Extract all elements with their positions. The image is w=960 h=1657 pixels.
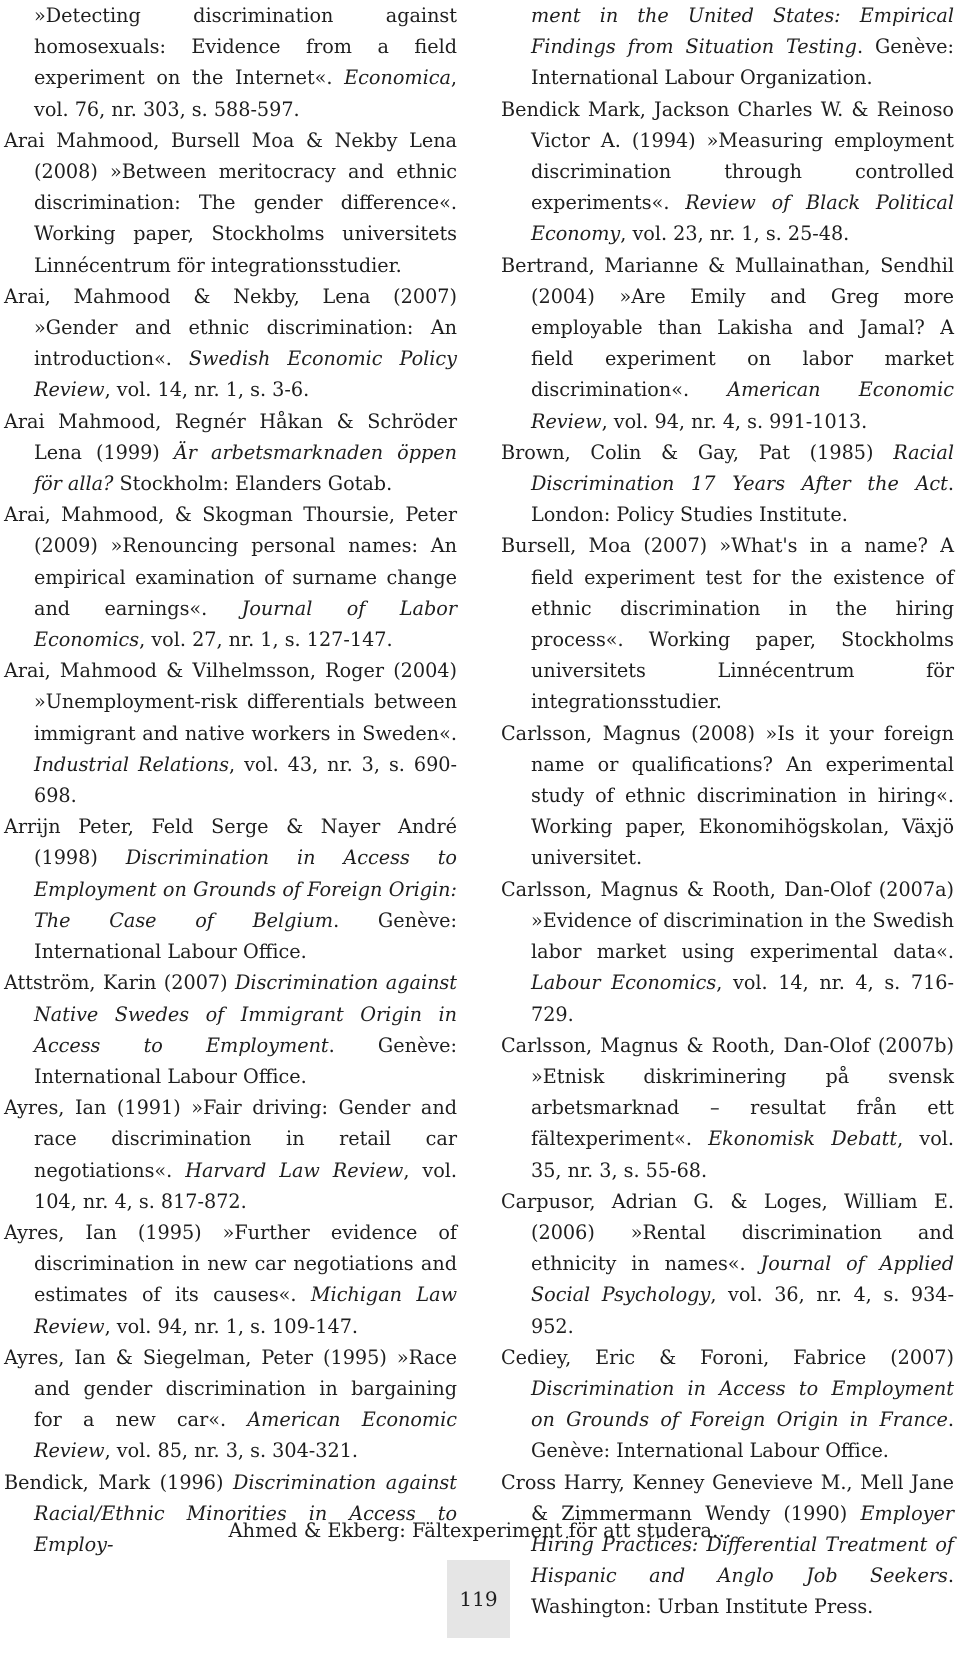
reference-title-italic: Employer Hiring Practices: Differential Treatment of Hispanic and Anglo Job Seekers xyxy=(531,1501,954,1588)
reference-text: Cross Harry, Kenney Genevieve M., Mell Jane & Zimmermann Wendy (1990) xyxy=(501,1470,954,1525)
reference-title-italic: Racial Discrimination 17 Years After the Act xyxy=(531,440,954,496)
reference-text: . London: Policy Studies Institute. xyxy=(531,472,954,527)
reference-entry xyxy=(4,967,457,1092)
reference-entry xyxy=(4,811,457,967)
reference-title-italic: Är arbetsmarknaden öppen för alla? xyxy=(34,440,457,496)
reference-text: . Genève: International Labour Office. xyxy=(34,908,457,964)
reference-entry xyxy=(501,250,954,437)
running-footer-title: Ahmed & Ekberg: Fältexperiment för att studera… xyxy=(228,1519,732,1542)
reference-text: , vol. 14, nr. 4, s. 716-729. xyxy=(531,971,954,1026)
reference-title-italic: Harvard Law Review xyxy=(185,1158,404,1182)
reference-title-italic: Ekonomisk Debatt xyxy=(708,1127,898,1151)
reference-entry xyxy=(501,94,954,250)
reference-title-italic: Swedish Economic Policy Review xyxy=(34,347,457,402)
reference-text: , vol. 104, nr. 4, s. 817-872. xyxy=(34,1158,458,1213)
reference-entry xyxy=(501,1186,954,1342)
reference-entry xyxy=(4,406,457,500)
reference-text: Bendick Mark, Jackson Charles W. & Reinoso Victor A. (1994) »Measuring employment discrimination through controlled experiments«. xyxy=(501,97,954,215)
reference-title-italic: American Economic Review xyxy=(34,1408,457,1463)
reference-text: . Genève: International Labour Office. xyxy=(531,1408,954,1463)
reference-text: . Washington: Urban Institute Press. xyxy=(531,1564,954,1619)
reference-text: Cediey, Eric & Foroni, Fabrice (2007) xyxy=(501,1345,954,1369)
reference-entry xyxy=(4,1342,457,1467)
reference-text: Arrijn Peter, Feld Serge & Nayer André (1998) xyxy=(4,815,457,870)
reference-continuation xyxy=(4,0,457,125)
reference-entry xyxy=(4,1217,457,1342)
reference-text: Arai, Mahmood & Nekby, Lena (2007) »Gender and ethnic discrimination: An introduction«. xyxy=(4,284,457,371)
reference-entry xyxy=(4,655,457,811)
reference-title-italic: Discrimination against Racial/Ethnic Minorities in Access to Employ- xyxy=(34,1470,457,1556)
reference-text: Brown, Colin & Gay, Pat (1985) xyxy=(501,440,894,464)
reference-text: , vol. 23, nr. 1, s. 25-48. xyxy=(620,222,850,246)
reference-text: . Genève: International Labour Organization. xyxy=(531,35,954,90)
reference-text: Bertrand, Marianne & Mullainathan, Sendhil (2004) »Are Emily and Greg more employable than Lakisha and Jamal? A field experiment on labor market discrimination«. xyxy=(501,253,954,402)
reference-title-italic: Journal of Labor Economics xyxy=(34,596,457,652)
reference-title-italic: Journal of Applied Social Psychology xyxy=(531,1252,954,1307)
reference-text: Carlsson, Magnus (2008) »Is it your foreign name or qualifications? An experimental study of ethnic discrimination in hiring«. Working paper, Ekonomihögskolan, Växjö universitet. xyxy=(501,721,954,870)
reference-text: Attström, Karin (2007) xyxy=(4,971,236,995)
reference-text: Arai Mahmood, Regnér Håkan & Schröder Lena (1999) xyxy=(4,409,457,464)
reference-text: Stockholm: Elanders Gotab. xyxy=(113,472,393,496)
reference-text: Arai, Mahmood, & Skogman Thoursie, Peter (2009) »Renouncing personal names: An empirical examination of surname change and earnings«. xyxy=(4,503,457,620)
reference-text: , vol. 14, nr. 1, s. 3-6. xyxy=(104,378,310,402)
reference-entry xyxy=(501,530,954,717)
reference-text: Ayres, Ian (1991) »Fair driving: Gender and race discrimination in retail car negotiations«. xyxy=(4,1096,457,1182)
reference-text: Ayres, Ian (1995) »Further evidence of discrimination in new car negotiations and estimates of its causes«. xyxy=(4,1220,457,1307)
reference-title-italic: ment in the United States: Empirical Findings from Situation Testing xyxy=(531,4,954,59)
reference-text: , vol. 94, nr. 1, s. 109-147. xyxy=(104,1314,358,1338)
reference-text: Bursell, Moa (2007) »What's in a name? A field experiment test for the existence of ethnic discrimination in the hiring process«. Working paper, Stockholms universitets Linnécentrum för integrationsstudier. xyxy=(501,534,954,714)
reference-title-italic: Discrimination against Native Swedes of Immigrant Origin in Access to Employment xyxy=(34,971,457,1057)
page-number-box xyxy=(447,1560,510,1638)
reference-title-italic: Review of Black Political Economy xyxy=(531,191,955,246)
reference-entry xyxy=(501,437,954,531)
reference-text: , vol. 27, nr. 1, s. 127-147. xyxy=(139,628,393,652)
reference-text: , vol. 85, nr. 3, s. 304-321. xyxy=(104,1439,358,1463)
reference-text: , vol. 76, nr. 303, s. 588-597. xyxy=(34,66,457,121)
reference-entry xyxy=(501,718,954,874)
reference-title-italic: Discrimination in Access to Employment on Grounds of Foreign Origin in France xyxy=(531,1376,954,1432)
reference-column-right xyxy=(501,0,954,1623)
reference-entry xyxy=(501,1342,954,1467)
reference-text: Arai Mahmood, Bursell Moa & Nekby Lena (2008) »Between meritocracy and ethnic discrimination: The gender difference«. Working paper, Stockholms universitets Linnécentrum för integrationsstudier. xyxy=(4,128,457,277)
reference-entry xyxy=(4,281,457,406)
reference-entry xyxy=(4,499,457,655)
reference-title-italic: Discrimination in Access to Employment on Grounds of Foreign Origin: The Case of Belgium xyxy=(34,846,457,932)
reference-title-italic: Michigan Law Review xyxy=(34,1283,457,1338)
reference-entry xyxy=(4,1467,457,1561)
reference-title-italic: Labour Economics xyxy=(531,971,717,995)
reference-text: , vol. 94, nr. 4, s. 991-1013. xyxy=(601,409,868,433)
reference-text: , vol. 43, nr. 3, s. 690-698. xyxy=(34,752,457,808)
reference-text: , vol. 35, nr. 3, s. 55-68. xyxy=(531,1127,954,1182)
reference-text: Ayres, Ian & Siegelman, Peter (1995) »Race and gender discrimination in bargaining for a new car«. xyxy=(4,1345,457,1432)
reference-column-left xyxy=(4,0,457,1560)
reference-text: Carlsson, Magnus & Rooth, Dan-Olof (2007b) »Etnisk diskriminering på svensk arbetsmarknad – resultat från ett fältexperiment«. xyxy=(501,1033,954,1151)
reference-text: Carlsson, Magnus & Rooth, Dan-Olof (2007a) »Evidence of discrimination in the Swedish labor market using experimental data«. xyxy=(501,877,954,964)
reference-title-italic: Industrial Relations xyxy=(34,752,229,776)
reference-entry xyxy=(4,125,457,281)
reference-text: , vol. 36, nr. 4, s. 934-952. xyxy=(531,1283,955,1338)
reference-title-italic: Economica xyxy=(344,66,451,90)
reference-entry xyxy=(4,1092,457,1217)
reference-title-italic: American Economic Review xyxy=(531,378,954,433)
reference-text: Arai, Mahmood & Vilhelmsson, Roger (2004) »Unemployment-risk differentials between immigrant and native workers in Sweden«. xyxy=(4,659,457,745)
reference-continuation xyxy=(501,0,954,94)
reference-entry xyxy=(501,874,954,1030)
reference-text: Bendick, Mark (1996) xyxy=(4,1470,233,1494)
reference-entry xyxy=(501,1030,954,1186)
reference-text: . Genève: International Labour Office. xyxy=(34,1033,457,1088)
page-number: 119 xyxy=(459,1587,498,1611)
reference-text: Carpusor, Adrian G. & Loges, William E. (2006) »Rental discrimination and ethnicity in names«. xyxy=(501,1189,954,1276)
reference-text: »Detecting discrimination against homosexuals: Evidence from a field experiment on the Internet«. xyxy=(34,4,457,90)
